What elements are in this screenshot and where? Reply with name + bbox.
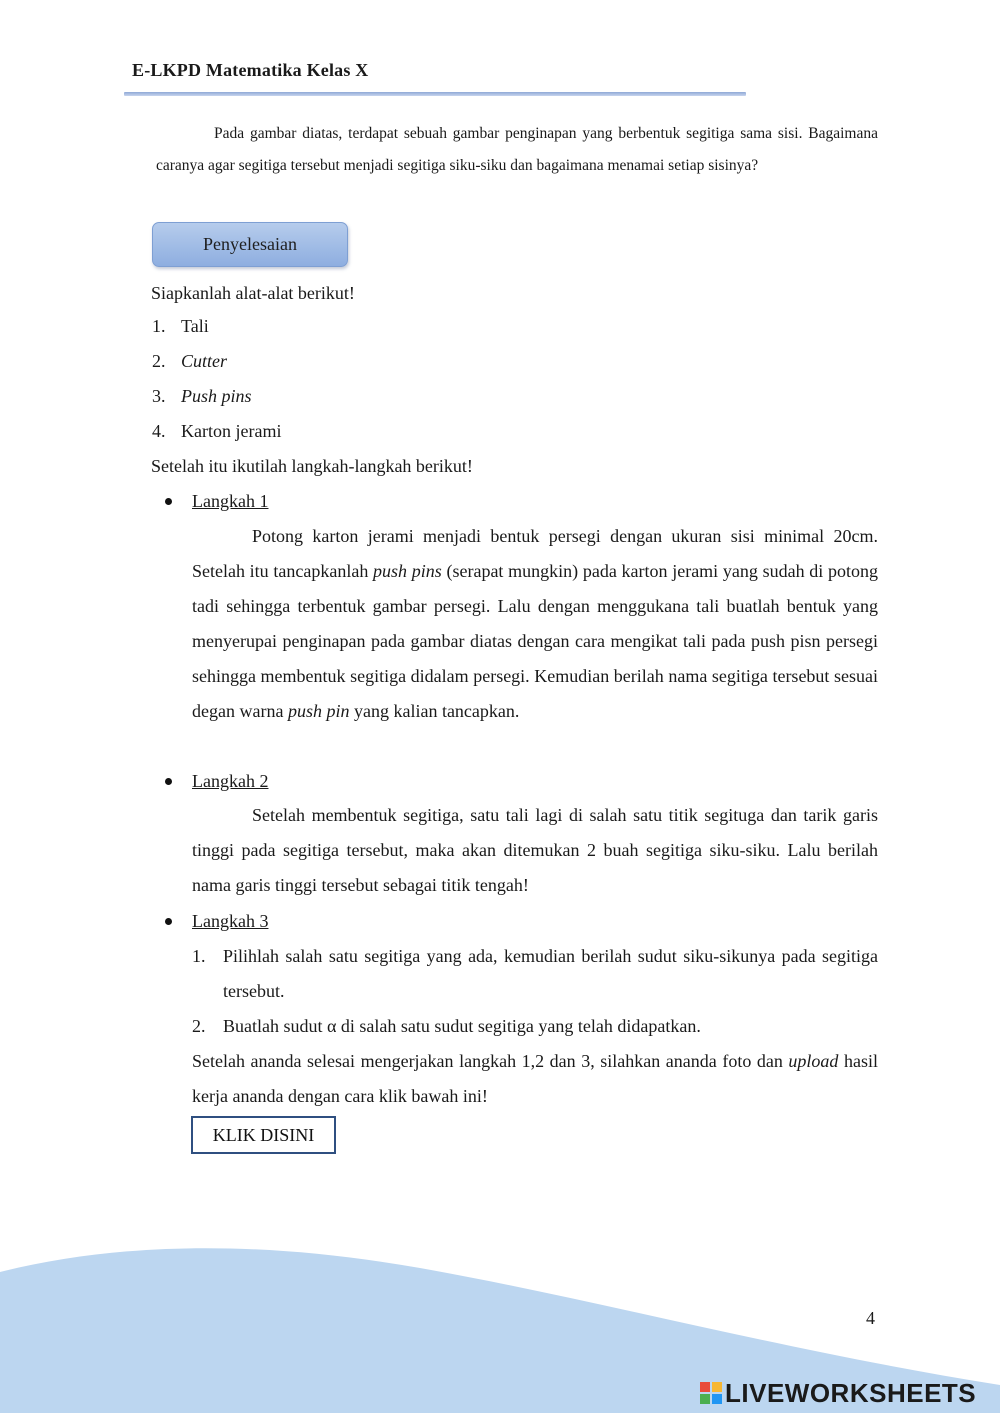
tool-item-straw-board: Karton jerami xyxy=(181,421,282,441)
document-header-title: E-LKPD Matematika Kelas X xyxy=(132,60,369,80)
click-here-label: KLIK DISINI xyxy=(212,1124,315,1145)
header-divider xyxy=(124,92,746,96)
bullet-icon xyxy=(165,918,172,925)
closing-paragraph xyxy=(192,1044,878,1114)
closing-text: Setelah ananda selesai mengerjakan langkah 1,2 dan 3, silahkan ananda foto dan xyxy=(192,1051,789,1071)
step-3-item: Buatlah sudut α di salah satu sudut segitiga yang telah didapatkan. xyxy=(223,1016,701,1036)
step-3-item-number: 2. xyxy=(192,1016,206,1036)
bullet-icon xyxy=(165,498,172,505)
step-1-label: Langkah 1 xyxy=(192,491,269,511)
tool-item-number: 1. xyxy=(152,316,166,336)
step-1-text: Potong karton jerami menjadi bentuk persegi dengan ukuran sisi minimal 20cm. Setelah itu tancapkanlah xyxy=(192,526,878,581)
click-here-button[interactable] xyxy=(191,1116,336,1154)
tool-item-number: 4. xyxy=(152,421,166,441)
step-3-item-number: 1. xyxy=(192,946,206,966)
intro-paragraph xyxy=(156,118,878,182)
solution-label-box xyxy=(152,222,348,267)
page-number: 4 xyxy=(866,1308,875,1328)
step-1-text: yang kalian tancapkan. xyxy=(349,701,520,721)
intro-text: Pada gambar diatas, terdapat sebuah gambar penginapan yang berbentuk segitiga sama sisi. Bagaimana caranya agar segitiga tersebut menjadi segitiga siku-siku dan bagaimana menamai setiap sisinya? xyxy=(156,125,878,174)
step-3-label: Langkah 3 xyxy=(192,911,269,931)
liveworksheets-brand-text: LIVEWORKSHEETS xyxy=(725,1377,977,1408)
step-3-item: Pilihlah salah satu segitiga yang ada, kemudian berilah sudut siku-sikunya pada segitiga tersebut. xyxy=(223,946,878,1001)
step-1-emphasis: push pins xyxy=(373,561,442,581)
step-1-paragraph xyxy=(192,519,878,729)
tool-item-number: 3. xyxy=(152,386,166,406)
step-1-emphasis: push pin xyxy=(287,701,350,721)
tool-item-push-pins: Push pins xyxy=(181,386,252,406)
tool-item-number: 2. xyxy=(152,351,166,371)
closing-text: hasil kerja ananda dengan cara klik bawah ini! xyxy=(192,1051,878,1106)
step-2-text: Setelah membentuk segitiga, satu tali lagi di salah satu titik segituga dan tarik garis tinggi pada segitiga tersebut, maka akan ditemukan 2 buah segitiga siku-siku. Lalu berilah nama garis tinggi tersebut sebagai titik tengah! xyxy=(192,805,878,895)
tools-heading: Siapkanlah alat-alat berikut! xyxy=(151,283,355,303)
tool-item-rope: Tali xyxy=(181,316,209,336)
tool-item-cutter: Cutter xyxy=(181,351,228,371)
solution-label: Penyelesaian xyxy=(203,234,297,254)
step-2-label: Langkah 2 xyxy=(192,771,269,791)
step-2-paragraph xyxy=(192,798,878,903)
bullet-icon xyxy=(165,778,172,785)
steps-intro: Setelah itu ikutilah langkah-langkah berikut! xyxy=(151,456,473,476)
step-1-text: (serapat mungkin) pada karton jerami yang sudah di potong tadi sehingga terbentuk gambar persegi. Lalu dengan menggukana tali buatlah bentuk yang menyerupai penginapan pada gambar diatas dengan cara mengikat tali pada push pisn persegi sehingga membentuk segitiga didalam persegi. Kemudian berilah nama segitiga tersebut sesuai degan warna xyxy=(192,561,878,721)
closing-emphasis: upload xyxy=(788,1051,839,1071)
liveworksheets-logo-icon xyxy=(700,1382,722,1404)
liveworksheets-logo xyxy=(700,1378,976,1408)
